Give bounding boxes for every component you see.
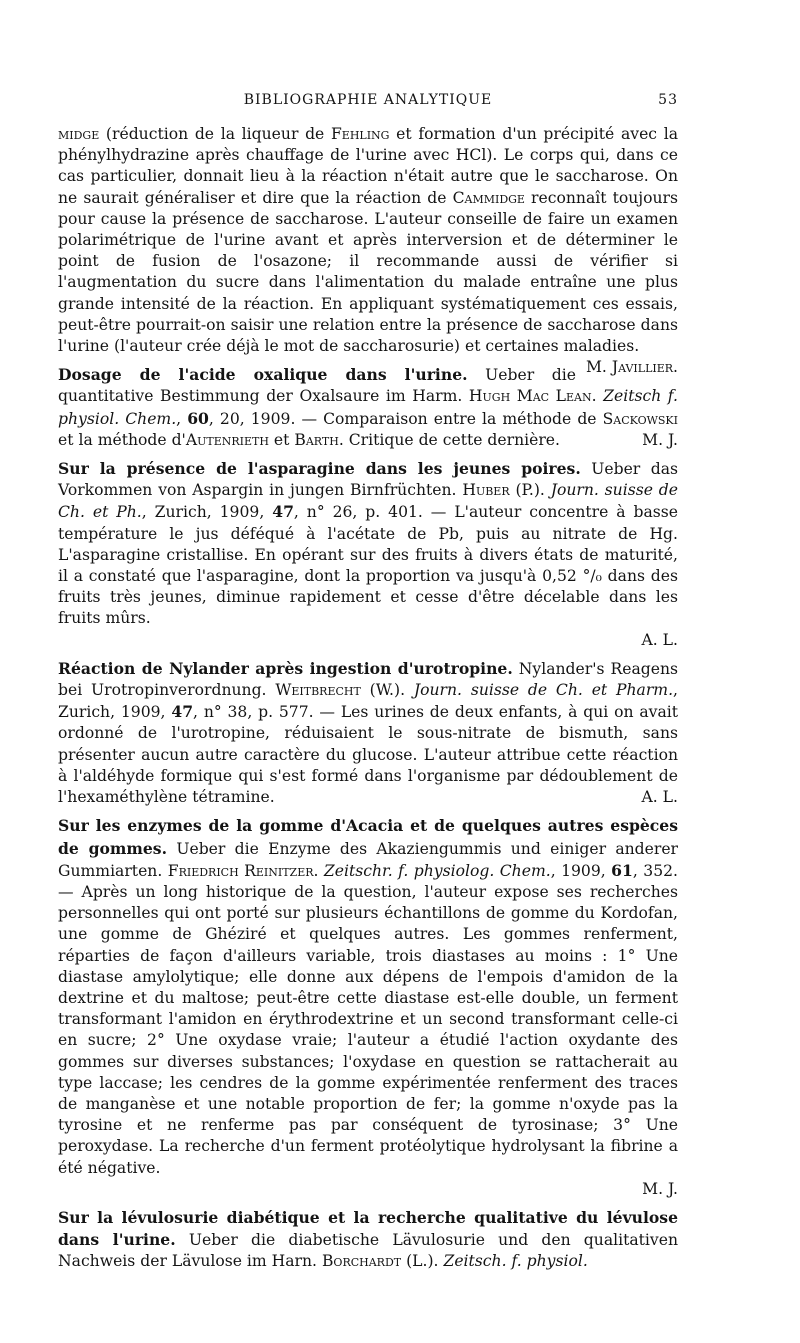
author-name: Weitbrecht — [275, 681, 361, 700]
text-run: . Critique de cette dernière. — [338, 430, 560, 449]
text-run: , — [176, 409, 188, 428]
text-run: Ueber die diabetische Lävulosurie und den qualitativen Nachweis der Lävulose im Harn. — [58, 1231, 678, 1271]
signature: A. L. — [641, 788, 678, 807]
text-run: Ueber die quantitative Bestimmung der Oxalsaure im Harm. — [58, 366, 576, 406]
text-run: , 352. — Après un long historique de la question, l'auteur expose ses recherches personnelles qui ont porté sur plusieurs échantillons de gomme du Kordofan, une gomme de Ghéziré et quelques autres. Les gommes renferment, réparties de façon d'ailleurs variable, trois diastases au moins : 1° Une diastase amylolytique; elle donne aux dépens de l'empois d'amidon de la dextrine et du maltose; peut-être cette diastase est-elle double, un ferment transformant l'amidon en érythrodextrine et un second transformant celle-ci en sucre; 2° Une oxydase vraie; l'auteur a étudié l'action oxydante des gommes sur diverses substances; l'oxydase en question se rattacherait au type laccase; les cendres de la gomme expérimentée renferment des traces de manganèse et une notable proportion de fer; la gomme n'oxyde pas la tyrosine et ne renferme pas par conséquent de tyrosinase; 3° Une peroxydase. La recherche d'un ferment protéolytique hydrolysant la fibrine a été négative. — [58, 861, 678, 1177]
text-run: Nylander's Reagens bei Urotropinverordnung. — [58, 659, 679, 700]
journal-title: Zeitschr. f. physiolog. Chem. — [323, 861, 551, 880]
text-run: . — [313, 861, 324, 880]
page-body — [58, 124, 678, 1273]
author-name: Cammidge — [452, 188, 525, 207]
author-name: Sackowski — [602, 409, 678, 428]
text-run: , n° 38, p. 577. — Les urines de deux enfants, à qui on avait ordonné de l'urotropine, réduisaient le sous-nitrate de bismuth, sans présenter aucun autre caractère du glucose. L'auteur attribue cette réaction à l'aldéhyde formique qui s'est formé dans l'organisme par dédoublement de l'hexaméthylène tétramine. — [58, 703, 678, 807]
text-run: (réduction de la liqueur de — [99, 125, 331, 143]
journal-title: Zeitsch. f. physiol. — [443, 1252, 588, 1271]
section-heading: Sur la présence de l'asparagine dans les jeunes poires. — [58, 459, 581, 479]
text-run: . — [591, 387, 604, 406]
author-name: Hugh Mac Lean — [468, 387, 592, 406]
section-heading: Sur les enzymes de la gomme d'Acacia et de quelques autres espèces de gommes. — [58, 816, 678, 858]
text-run: , Zurich, 1909, — [58, 681, 679, 722]
section-heading: Sur la lévulosurie diabétique et la recherche qualitative du lévulose dans l'urine. — [58, 1207, 678, 1250]
text-run: et — [268, 430, 295, 449]
section-heading: Réaction de Nylander après ingestion d'urotropine. — [58, 658, 513, 678]
signature: M. J. — [642, 1179, 678, 1198]
text-run: , 20, 1909. — Comparaison entre la méthode de — [208, 409, 603, 428]
text-run: et la méthode d' — [58, 430, 186, 449]
text-run: , 1909, — [550, 861, 612, 880]
signature: M. J. — [642, 430, 678, 449]
text-run: et formation d'un précipité avec la phénylhydrazine après chauffage de l'urine avec HCl). Le corps qui, dans ce cas particulier, donnait lieu à la réaction n'était autre que le saccharose. On ne saurait généraliser et dire que la réaction de — [58, 125, 678, 207]
author-name: Borchardt — [321, 1252, 402, 1271]
author-name: midge — [58, 125, 100, 143]
text-run: , Zurich, 1909, — [141, 503, 273, 522]
author-name: Barth — [294, 430, 339, 449]
author-name: Fehling — [330, 125, 390, 143]
text-run: Ueber die Enzyme des Akaziengummis und einiger anderer Gummiarten. — [58, 839, 679, 880]
text-run: Ueber das Vorkommen von Aspargin in jungen Birnfrüchten. — [58, 460, 678, 500]
signature: A. L. — [641, 630, 678, 649]
journal-title: Zeitsch f. physiol. Chem. — [58, 387, 678, 428]
author-name: Friedrich Reinitzer — [167, 861, 314, 880]
paragraph-levulosurie — [58, 1207, 678, 1273]
author-name: Autenrieth — [185, 430, 269, 449]
paragraph-enzymes-gomme — [58, 815, 678, 1200]
volume-number: 47 — [171, 702, 194, 722]
signature: M. Javillier. — [585, 358, 678, 377]
section-heading: Dosage de l'acide oxalique dans l'urine. — [58, 365, 468, 385]
volume-number: 47 — [272, 502, 294, 522]
volume-number: 61 — [611, 860, 633, 880]
paragraph-nylander — [58, 658, 678, 808]
text-run: (P.). — [509, 481, 551, 500]
author-name: Huber — [462, 481, 510, 500]
journal-title: Journ. suisse de Ch. et Pharm. — [413, 681, 674, 700]
journal-title: Journ. suisse de Ch. et Ph. — [58, 481, 678, 522]
running-header — [58, 92, 678, 116]
text-run: (L.). — [401, 1252, 444, 1271]
volume-number: 60 — [187, 408, 209, 428]
text-run: (W.). — [360, 681, 414, 700]
running-title: BIBLIOGRAPHIE ANALYTIQUE — [243, 92, 493, 108]
text-run: reconnaît toujours pour cause la présence de saccharose. L'auteur conseille de faire un examen polarimétrique de l'urine avant et après interversion et de déterminer le point de fusion de l'osazone; il recommande aussi de vérifier si l'augmentation du sucre dans l'alimentation du malade entraîne une plus grande intensité de la réaction. En appliquant systématiquement ces essais, peut-être pourrait-on saisir une relation entre la présence de saccharose dans l'urine (l'auteur crée déjà le mot de saccharosurie) et certaines maladies. — [58, 188, 678, 356]
page-number: 53 — [658, 92, 678, 108]
text-run: , n° 26, p. 401. — L'auteur concentre à basse température le jus déféqué à l'acétate de Pb, puis au nitrate de Hg. L'asparagine cristallise. En opérant sur des fruits à divers états de maturité, il a constaté que l'asparagine, dont la proportion va jusqu'à 0,52 °/₀ dans des fruits très jeunes, diminue rapidement et cesse d'être décelable dans les fruits mûrs. — [58, 503, 678, 628]
paragraph-asparagine — [58, 458, 678, 651]
